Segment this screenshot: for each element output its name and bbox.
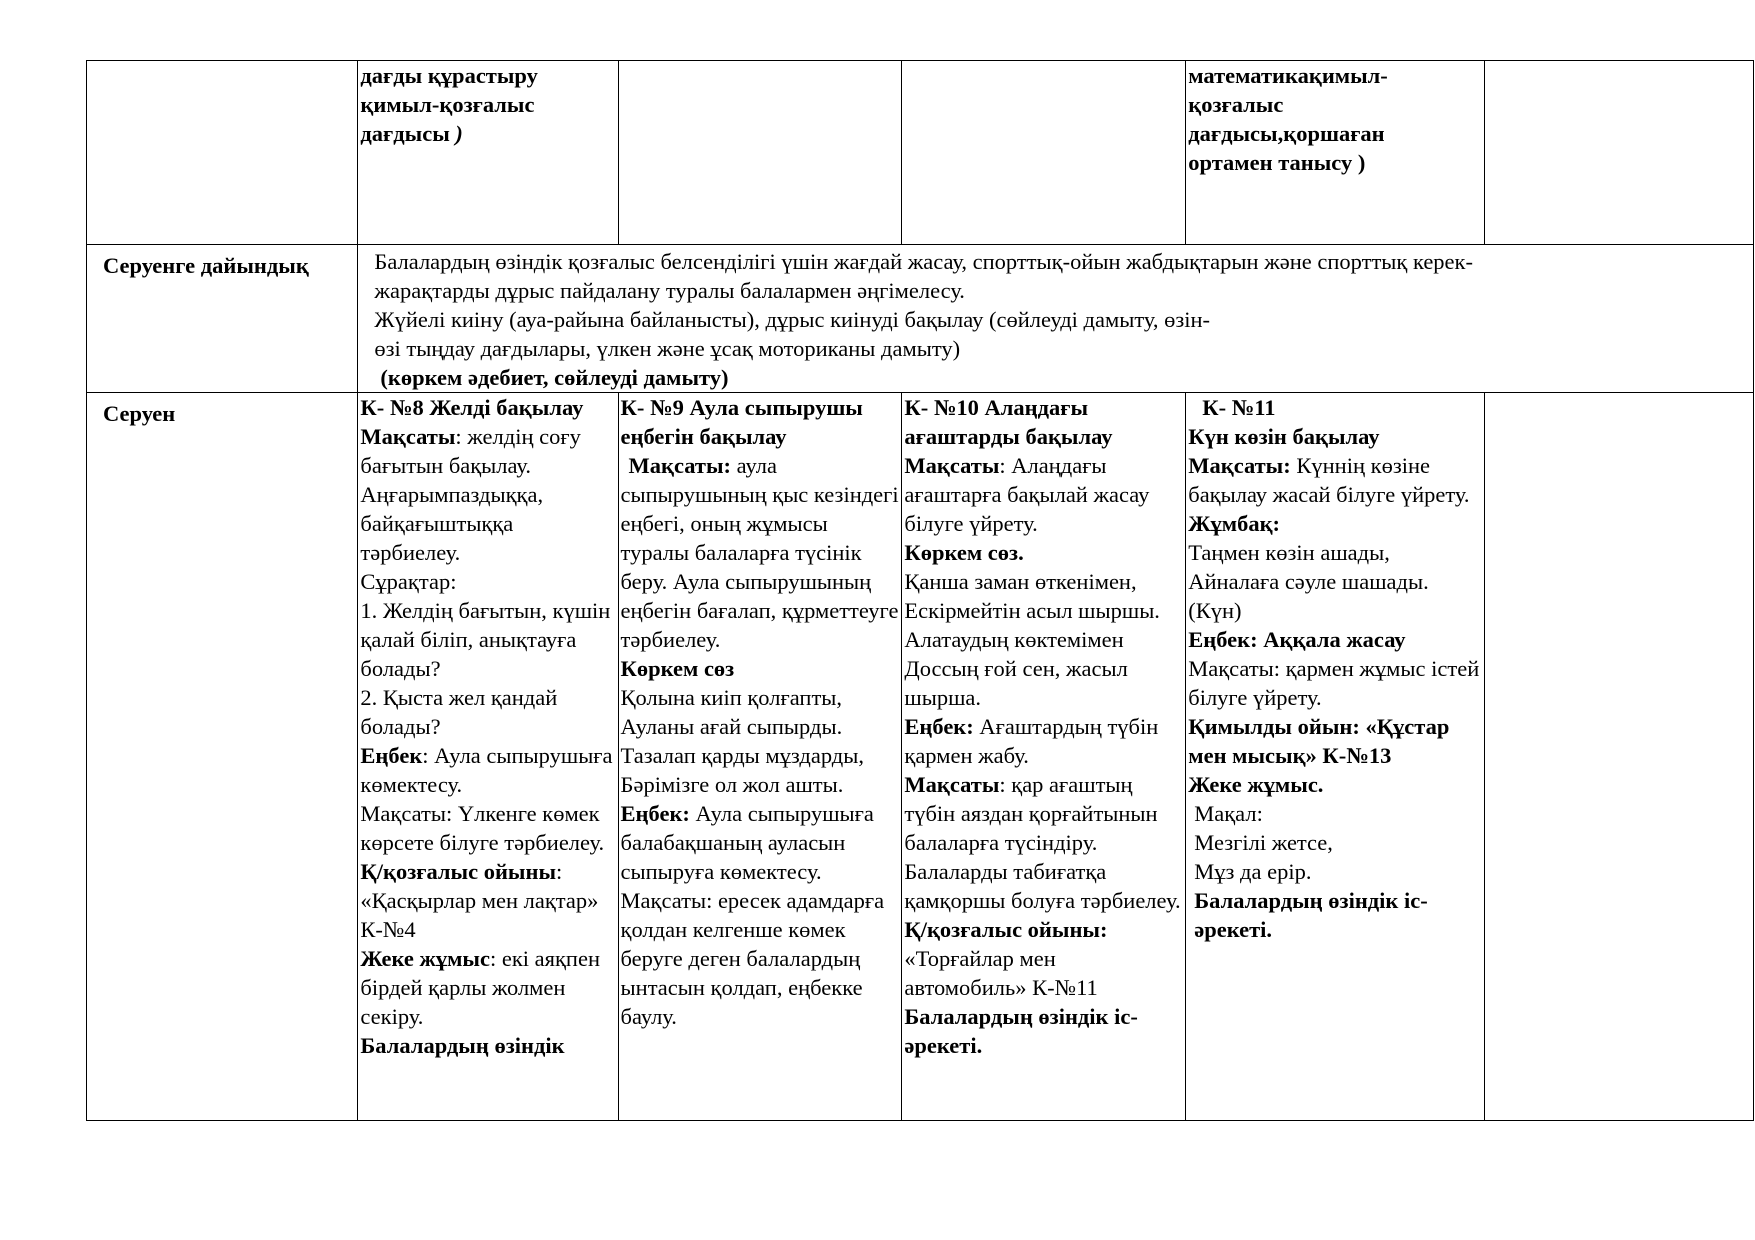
- game-label: Қимылды ойын: «Құстар мен мысық» К-№13: [1188, 714, 1450, 768]
- labor-label: Еңбек: Аққала жасау: [1188, 627, 1406, 652]
- poem-line: Ауланы ағай сыпырды.: [620, 714, 843, 739]
- labor-text: : Аула сыпырушыға көмектесу.: [360, 743, 613, 797]
- proverb-line: Мұз да ерір.: [1194, 859, 1312, 884]
- question-2: 2. Қыста жел қандай болады?: [360, 685, 558, 739]
- poem-line: Қолына киіп қолғапты,: [620, 685, 843, 710]
- labor-goal: Мақсаты: ересек адамдарға қолдан келгенше көмек беруге деген балалардың ынтасын қолдап, еңбекке баулу.: [620, 888, 885, 1029]
- text-line-bold: (көркем әдебиет, сөйлеуді дамыту): [380, 365, 729, 390]
- walk-title: К- №11: [1202, 395, 1276, 420]
- cell-walk-col1: [358, 393, 618, 1121]
- walk-title: К- №9 Аула сыпырушы еңбегін бақылау: [620, 395, 863, 449]
- individual-work-label: Жеке жұмыс.: [1188, 772, 1324, 797]
- cell-empty-label: [87, 61, 358, 245]
- goal-text: : қар ағаштың түбін аяздан қорғайтынын балаларға түсіндіру. Балаларды табиғатқа қамқоршы болуға тәрбиелеу.: [904, 772, 1181, 913]
- table-row-prep: [87, 245, 1754, 393]
- labor-label: Еңбек: [360, 743, 423, 768]
- poem-line: Тазалап қарды мұздарды,: [620, 743, 864, 768]
- goal-text: аула сыпырушының қыс кезіндегі еңбегі, оның жұмысы туралы балаларға түсінік беру. Аула сыпырушының еңбегін бағалап, құрметтеуге тәрбиелеу.: [620, 453, 899, 652]
- text-line: ортамен танысу ): [1188, 150, 1366, 175]
- question-1: 1. Желдің бағытын, күшін қалай біліп, анықтауға болады?: [360, 598, 611, 681]
- free-activity-label: Балалардың өзіндік: [360, 1033, 565, 1058]
- cell-top-col3: [902, 61, 1186, 245]
- walk-subtitle: Күн көзін бақылау: [1188, 424, 1380, 449]
- poem-line: Бәрімізге ол жол ашты.: [620, 772, 844, 797]
- riddle-line: (Күн): [1188, 598, 1242, 623]
- labor-goal: Мақсаты: Үлкенге көмек көрсете білуге тәрбиелеу.: [360, 801, 605, 855]
- goal-label: Мақсаты:: [1188, 453, 1291, 478]
- text-line: қозғалыс: [1188, 92, 1284, 117]
- goal-text: : Алаңдағы ағаштарға бақылай жасау білуге үйрету.: [904, 453, 1150, 536]
- proverb-line: Мезгілі жетсе,: [1194, 830, 1333, 855]
- free-activity-label: Балалардың өзіндік іс-әрекеті.: [1194, 888, 1428, 942]
- text-line: жарақтарды дұрыс пайдалану туралы балалармен әңгімелесу.: [374, 278, 965, 303]
- labor-text: Ағаштардың түбін қармен жабу.: [904, 714, 1159, 768]
- individual-work-text: : екі аяқпен бірдей қарлы жолмен секіру.: [360, 946, 600, 1029]
- plan-table: [86, 60, 1754, 1121]
- cell-prep-content: [358, 245, 1754, 393]
- text-line: өзі тыңдау дағдылары, үлкен және ұсақ моториканы дамыту): [374, 336, 961, 361]
- cell-top-col1: [358, 61, 618, 245]
- cell-walk-col5: [1484, 393, 1753, 1121]
- cell-top-col5: [1484, 61, 1753, 245]
- game-text: «Торғайлар мен автомобиль» К-№11: [904, 946, 1098, 1000]
- game-label: Қ/қозғалыс ойыны: [360, 859, 557, 884]
- text-line: дағды құрастыру: [360, 63, 538, 88]
- riddle-label: Жұмбақ:: [1188, 511, 1281, 536]
- text-line: Жүйелі киіну (ауа-райына байланысты), дұрыс киінуді бақылау (сөйлеуді дамыту, өзін-: [374, 307, 1211, 332]
- goal-text: : желдің соғу бағытын бақылау. Аңғарымпаздыққа, байқағыштыққа тәрбиелеу.: [360, 424, 581, 565]
- text-line: Балалардың өзіндік қозғалыс белсенділігі үшін жағдай жасау, спорттық-ойын жабдықтарын және спорттық керек-: [374, 249, 1473, 274]
- cell-top-col4: [1186, 61, 1485, 245]
- free-activity-label: Балалардың өзіндік іс-әрекеті.: [904, 1004, 1138, 1058]
- walk-title: К- №8 Желді бақылау: [360, 395, 584, 420]
- text-paren: ): [455, 121, 463, 146]
- table-row-continuation: [87, 61, 1754, 245]
- cell-walk-col3: [902, 393, 1186, 1121]
- labor-label: Еңбек:: [620, 801, 690, 826]
- riddle-line: Айналаға сәуле шашады.: [1188, 569, 1429, 594]
- cell-walk-col2: [618, 393, 902, 1121]
- game-text: : «Қасқырлар мен лақтар» К-№4: [360, 859, 599, 942]
- goal-label: Мақсаты: [360, 424, 456, 449]
- labor-label: Еңбек:: [904, 714, 974, 739]
- labor-text: Аула сыпырушыға балабақшаның ауласын сыпыруға көмектесу.: [620, 801, 874, 884]
- text-line: дағдысы: [360, 121, 450, 146]
- table-row-walk: [87, 393, 1754, 1121]
- walk-title: К- №10 Алаңдағы ағаштарды бақылау: [904, 395, 1113, 449]
- text-line: математикақимыл-: [1188, 63, 1388, 88]
- cell-walk-col4: [1186, 393, 1485, 1121]
- labor-goal: Мақсаты: қармен жұмыс істей білуге үйрету.: [1188, 656, 1480, 710]
- text-line: қимыл-қозғалыс: [360, 92, 535, 117]
- questions-label: Сұрақтар:: [360, 569, 457, 594]
- row-label-walk: Серуен: [87, 393, 358, 1121]
- individual-work-label: Жеке жұмыс: [360, 946, 490, 971]
- poem-text: Қанша заман өткенімен, Ескірмейтін асыл шыршы. Алатаудың көктемімен Доссың ғой сен, жасыл шырша.: [904, 569, 1160, 710]
- goal-label: Мақсаты: [904, 453, 1000, 478]
- poem-label: Көркем сөз: [620, 656, 735, 681]
- proverb-label: Мақал:: [1194, 801, 1263, 826]
- goal-label: Мақсаты: [904, 772, 1000, 797]
- goal-text: Күннің көзіне бақылау жасай білуге үйрету.: [1188, 453, 1470, 507]
- riddle-line: Таңмен көзін ашады,: [1188, 540, 1390, 565]
- cell-top-col2: [618, 61, 902, 245]
- game-label: Қ/қозғалыс ойыны:: [904, 917, 1108, 942]
- text-line: дағдысы,қоршаған: [1188, 121, 1385, 146]
- poem-label: Көркем сөз.: [904, 540, 1024, 565]
- row-label-prep: Серуенге дайындық: [87, 245, 358, 393]
- goal-label: Мақсаты:: [628, 453, 732, 478]
